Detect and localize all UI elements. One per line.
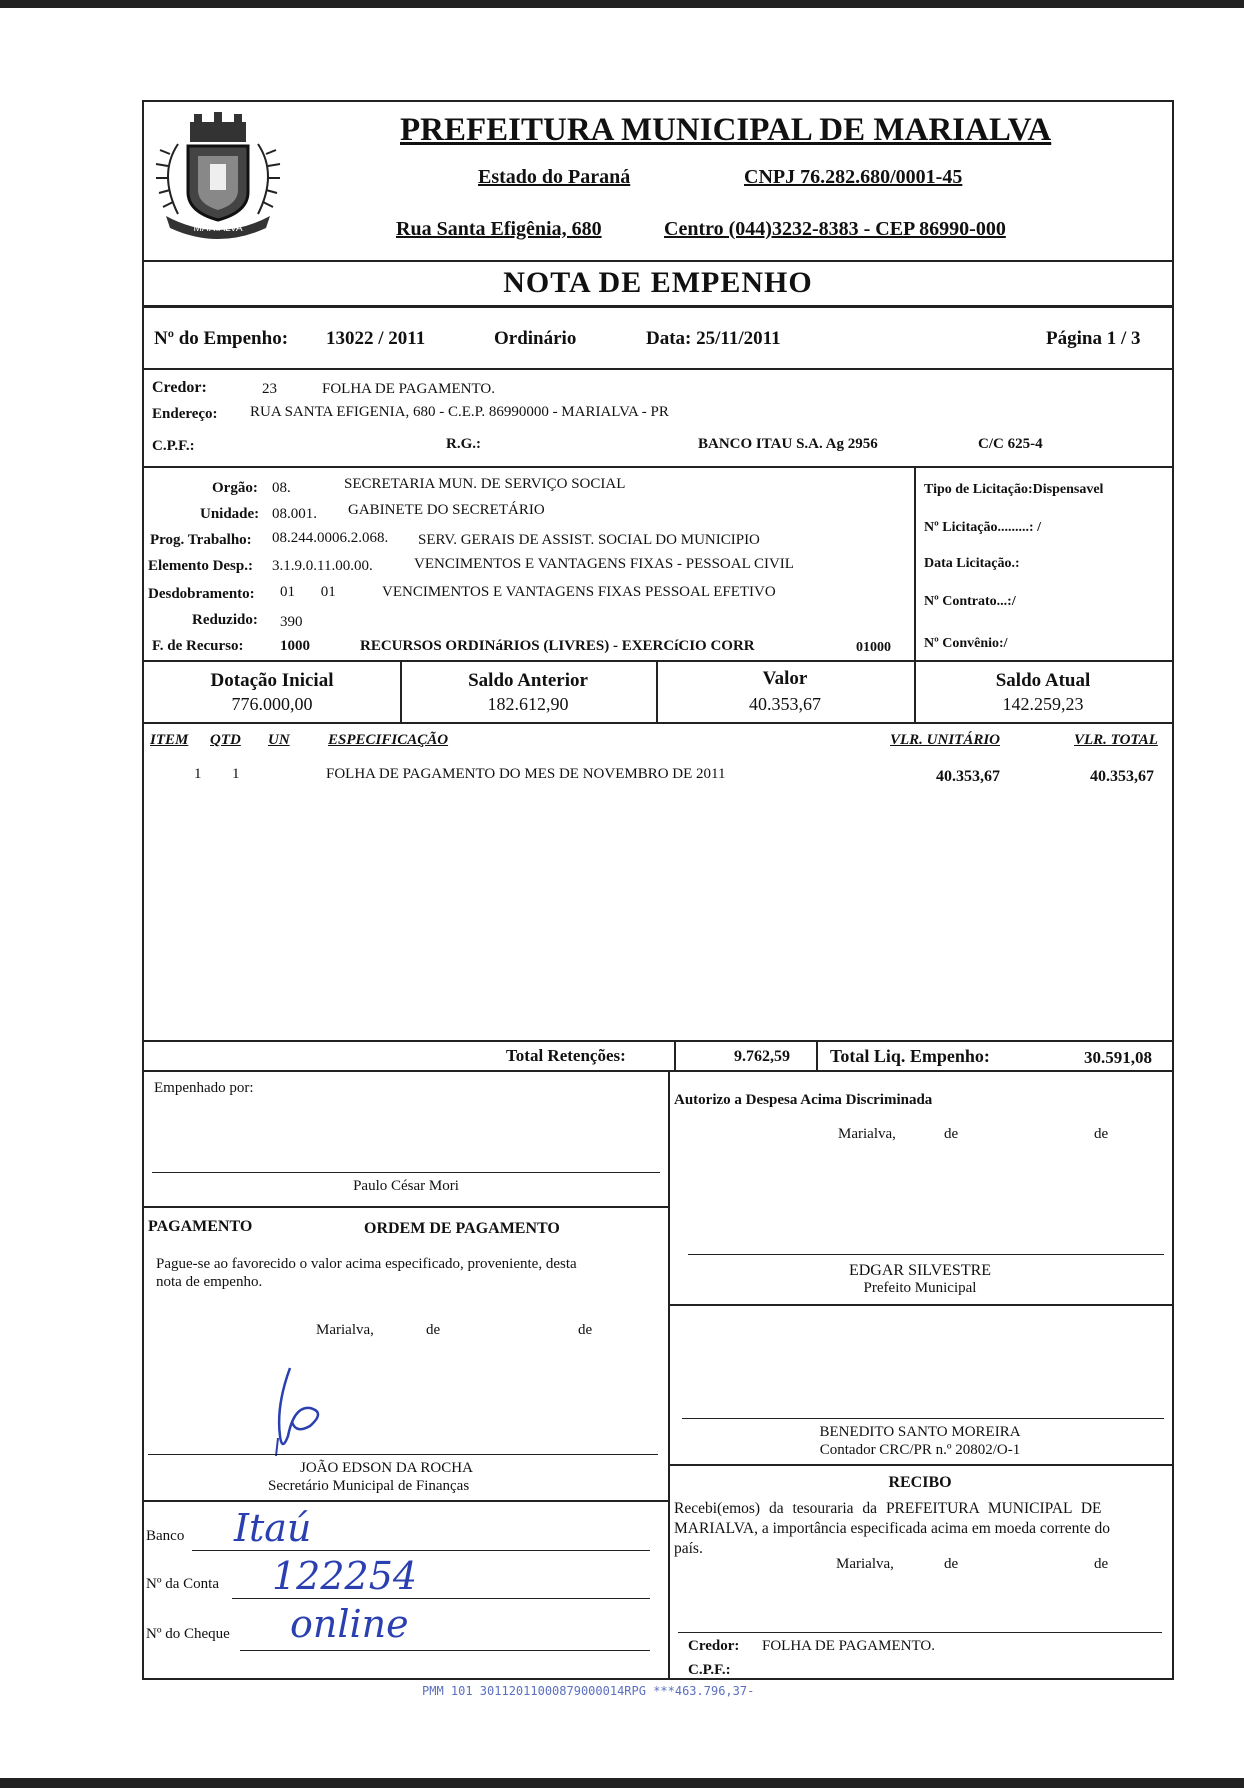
- municipality-title: PREFEITURA MUNICIPAL DE MARIALVA: [400, 112, 1052, 148]
- orgao-code: 08.: [272, 480, 291, 496]
- empenho-label: Nº do Empenho:: [154, 328, 289, 349]
- dotacao-inicial-label: Dotação Inicial: [210, 670, 334, 691]
- elemento-label: Elemento Desp.:: [148, 558, 253, 574]
- nota-de-empenho-form: [142, 100, 1174, 1680]
- divider: [144, 1040, 1172, 1042]
- divider: [816, 1040, 818, 1070]
- recurso-label: F. de Recurso:: [152, 638, 244, 654]
- total-retencoes-value: 9.762,59: [734, 1048, 790, 1065]
- empenhado-label: Empenhado por:: [154, 1080, 254, 1096]
- col-header-un: UN: [268, 732, 290, 748]
- total-liq-value: 30.591,08: [1084, 1048, 1152, 1067]
- pagamento-text-line1: Pague-se ao favorecido o valor acima especificado, proveniente, desta: [156, 1256, 577, 1272]
- recibo-credor-value: FOLHA DE PAGAMENTO.: [762, 1638, 935, 1654]
- contador-name: BENEDITO SANTO MOREIRA: [819, 1424, 1021, 1440]
- account-cc: C/C 625-4: [978, 436, 1043, 452]
- conta-label: Nº da Conta: [146, 1576, 219, 1592]
- unidade-code: 08.001.: [272, 506, 317, 522]
- saldo-atual-value: 142.259,23: [1002, 694, 1084, 714]
- divider: [144, 1206, 668, 1208]
- banco-label: Banco: [146, 1528, 185, 1544]
- cpf-label: C.P.F.:: [152, 438, 195, 454]
- municipal-crest-icon: [148, 104, 288, 242]
- elemento-code: 3.1.9.0.11.00.00.: [272, 558, 373, 574]
- recibo-date-de1: de: [944, 1556, 959, 1572]
- divider: [144, 305, 1172, 308]
- endereco-label: Endereço:: [152, 406, 218, 422]
- empenho-date: Data: 25/11/2011: [646, 328, 781, 349]
- credor-name: FOLHA DE PAGAMENTO.: [322, 381, 495, 397]
- divider: [144, 1500, 668, 1502]
- signature-line: [688, 1254, 1164, 1255]
- divider: [144, 722, 1172, 724]
- valor-label: Valor: [762, 668, 808, 689]
- divider: [674, 1040, 676, 1070]
- svg-text:MARIALVA: MARIALVA: [193, 223, 243, 234]
- desdobramento-code: 01 01: [280, 584, 336, 600]
- recibo-title: RECIBO: [888, 1474, 952, 1491]
- divider: [144, 660, 1172, 662]
- processing-stamp: PMM 101 30112011000879000014RPG ***463.796,37-: [422, 1684, 755, 1698]
- prog-trabalho-code: 08.244.0006.2.068.: [272, 530, 389, 546]
- district-phone-cep: Centro (044)3232-8383 - CEP 86990-000: [664, 218, 1006, 240]
- handwritten-signature: [270, 1366, 340, 1456]
- signature-line: [148, 1454, 658, 1455]
- pagamento-label: PAGAMENTO: [148, 1218, 253, 1235]
- signature-line: [678, 1632, 1162, 1633]
- pagamento-place: Marialva,: [316, 1322, 374, 1338]
- valor-value: 40.353,67: [749, 694, 821, 714]
- col-header-item: ITEM: [150, 732, 189, 748]
- desdobramento-name: VENCIMENTOS E VANTAGENS FIXAS PESSOAL EFETIVO: [382, 584, 776, 600]
- col-header-vlr-total: VLR. TOTAL: [1074, 732, 1158, 748]
- credor-code: 23: [262, 381, 277, 397]
- recibo-date-de2: de: [1094, 1556, 1109, 1572]
- prefeito-name: EDGAR SILVESTRE: [848, 1262, 992, 1279]
- recibo-cpf-label: C.P.F.:: [688, 1662, 731, 1678]
- divider: [668, 1464, 1172, 1466]
- scan-bottom-border: [0, 1778, 1244, 1788]
- total-liq-label: Total Liq. Empenho:: [830, 1046, 990, 1066]
- col-header-qtd: QTD: [210, 732, 241, 748]
- signature-line: [682, 1418, 1164, 1419]
- prog-trabalho-label: Prog. Trabalho:: [150, 532, 252, 548]
- conta-handwritten: 122254: [272, 1554, 418, 1598]
- divider: [144, 368, 1172, 370]
- credor-label: Credor:: [152, 379, 207, 396]
- pagamento-text-line2: nota de empenho.: [156, 1274, 263, 1290]
- document-title: NOTA DE EMPENHO: [503, 266, 813, 299]
- empenhado-name: Paulo César Mori: [353, 1178, 459, 1194]
- divider: [668, 1304, 1172, 1306]
- recibo-text-line1: Recebi(emos) da tesouraria da PREFEITURA MUNICIPAL DE: [674, 1500, 1102, 1517]
- orgao-label: Orgão:: [212, 480, 258, 496]
- conta-line: [232, 1598, 650, 1599]
- autorizo-place: Marialva,: [838, 1126, 896, 1142]
- elemento-name: VENCIMENTOS E VANTAGENS FIXAS - PESSOAL CIVIL: [414, 556, 794, 572]
- rg-label: R.G.:: [446, 436, 481, 452]
- data-licitacao: Data Licitação.:: [924, 556, 1020, 571]
- prefeito-role: Prefeito Municipal: [863, 1280, 977, 1296]
- numero-licitacao: Nº Licitação.........: /: [924, 520, 1041, 535]
- total-retencoes-label: Total Retenções:: [506, 1046, 626, 1065]
- page-number: Página 1 / 3: [1046, 328, 1141, 349]
- cnpj-number: CNPJ 76.282.680/0001-45: [744, 166, 963, 188]
- item-qtd: 1: [232, 766, 240, 782]
- unidade-name: GABINETE DO SECRETÁRIO: [348, 502, 545, 518]
- numero-contrato: Nº Contrato...:/: [924, 594, 1016, 609]
- reduzido-label: Reduzido:: [192, 612, 258, 628]
- recibo-text-line2: MARIALVA, a importância especificada acima em moeda corrente do: [674, 1520, 1110, 1537]
- autorizo-date-de2: de: [1094, 1126, 1109, 1142]
- cheque-line: [240, 1650, 650, 1651]
- empenho-number: 13022 / 2011: [326, 328, 426, 349]
- unidade-label: Unidade:: [200, 506, 260, 522]
- recurso-code: 1000: [280, 638, 310, 654]
- divider: [914, 466, 916, 660]
- prog-trabalho-name: SERV. GERAIS DE ASSIST. SOCIAL DO MUNICIPIO: [418, 532, 760, 548]
- saldo-atual-label: Saldo Atual: [995, 670, 1091, 691]
- col-header-vlr-unitario: VLR. UNITÁRIO: [890, 732, 1001, 748]
- endereco-value: RUA SANTA EFIGENIA, 680 - C.E.P. 86990000 - MARIALVA - PR: [250, 404, 669, 420]
- secretary-role: Secretário Municipal de Finanças: [268, 1478, 470, 1494]
- empenho-type: Ordinário: [494, 328, 577, 349]
- pagamento-date-de1: de: [426, 1322, 441, 1338]
- cheque-handwritten: online: [290, 1602, 409, 1646]
- scan-top-border: [0, 0, 1244, 8]
- recibo-credor-label: Credor:: [688, 1638, 740, 1654]
- tipo-licitacao: Tipo de Licitação:Dispensavel: [924, 482, 1104, 497]
- reduzido-value: 390: [280, 614, 303, 630]
- divider: [144, 260, 1172, 262]
- contador-role: Contador CRC/PR n.º 20802/O-1: [819, 1442, 1021, 1458]
- item-number: 1: [194, 766, 202, 782]
- item-vlr-total: 40.353,67: [1090, 768, 1154, 785]
- state-name: Estado do Paraná: [478, 166, 631, 188]
- ordem-pagamento-title: ORDEM DE PAGAMENTO: [364, 1220, 560, 1237]
- autorizo-title: Autorizo a Despesa Acima Discriminada: [674, 1092, 933, 1108]
- saldo-anterior-label: Saldo Anterior: [468, 670, 588, 691]
- dotacao-inicial-value: 776.000,00: [231, 694, 313, 714]
- col-header-especificacao: ESPECIFICAÇÃO: [328, 732, 449, 748]
- saldo-anterior-value: 182.612,90: [487, 694, 569, 714]
- orgao-name: SECRETARIA MUN. DE SERVIÇO SOCIAL: [344, 476, 626, 492]
- bank-info: BANCO ITAU S.A. Ag 2956: [698, 436, 878, 452]
- banco-line: [192, 1550, 650, 1551]
- recibo-text-line3: país.: [674, 1540, 703, 1557]
- autorizo-date-de1: de: [944, 1126, 959, 1142]
- recibo-place: Marialva,: [836, 1556, 894, 1572]
- desdobramento-label: Desdobramento:: [148, 586, 255, 602]
- signature-line: [152, 1172, 660, 1173]
- item-vlr-unitario: 40.353,67: [936, 768, 1000, 785]
- street-address: Rua Santa Efigênia, 680: [396, 218, 602, 240]
- cheque-label: Nº do Cheque: [146, 1626, 230, 1642]
- secretary-name: JOÃO EDSON DA ROCHA: [300, 1460, 473, 1476]
- divider: [144, 466, 1172, 468]
- divider: [144, 1070, 1172, 1072]
- banco-handwritten: Itaú: [234, 1506, 312, 1550]
- item-especificacao: FOLHA DE PAGAMENTO DO MES DE NOVEMBRO DE 2011: [326, 766, 726, 782]
- divider: [668, 1070, 670, 1680]
- recurso-extra: 01000: [856, 640, 891, 655]
- numero-convenio: Nº Convênio:/: [924, 636, 1008, 651]
- pagamento-date-de2: de: [578, 1322, 593, 1338]
- recurso-name: RECURSOS ORDINáRIOS (LIVRES) - EXERCíCIO CORR: [360, 638, 755, 654]
